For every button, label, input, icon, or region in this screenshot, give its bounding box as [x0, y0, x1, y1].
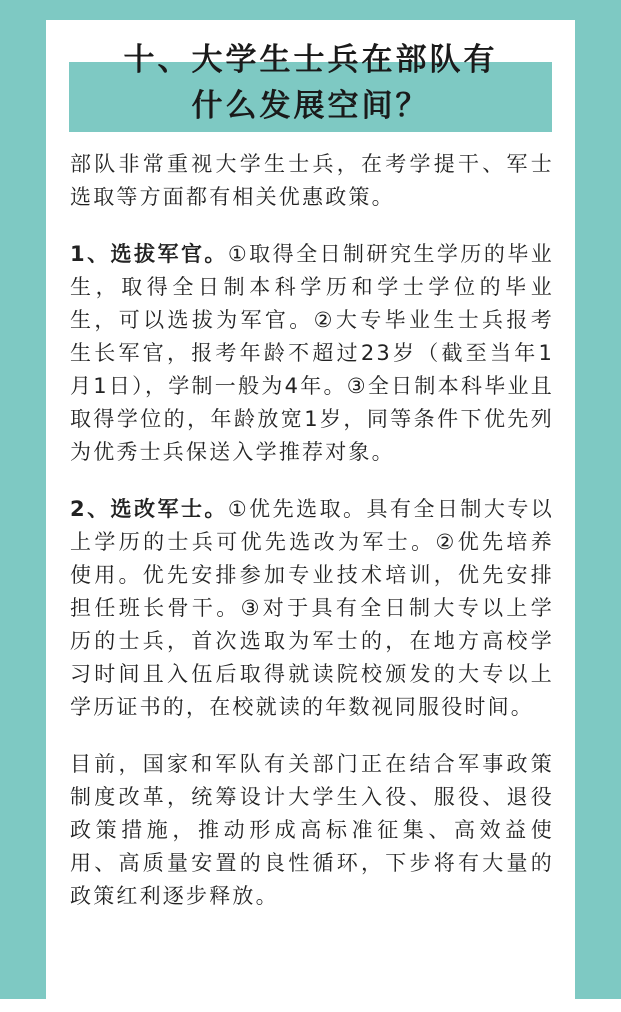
- background-band-right: [575, 0, 621, 999]
- intro-paragraph: 部队非常重视大学生士兵，在考学提干、军士选取等方面都有相关优惠政策。: [70, 152, 554, 209]
- section-officer-selection: [70, 238, 554, 469]
- section-officer-heading: 1、选拔军官。: [70, 242, 228, 266]
- article-body: [70, 148, 554, 937]
- background-band-top: [0, 0, 621, 20]
- conclusion-paragraph: 目前，国家和军队有关部门正在结合军事政策制度改革，统筹设计大学生入役、服役、退役政策措施，推动形成高标准征集、高效益使用、高质量安置的良性循环，下步将有大量的政策红利逐步释放。: [70, 752, 554, 908]
- section-nco-body: ①优先选取。具有全日制大专以上学历的士兵可优先选改为军士。②优先培养使用。优先安排参加专业技术培训，优先安排担任班长骨干。③对于具有全日制大专以上学历的士兵，首次选取为军士的，在地方高校学习时间且入伍后取得就读院校颁发的大专以上学历证书的，在校就读的年数视同服役时间。: [70, 497, 554, 719]
- section-nco-selection: [70, 493, 554, 724]
- background-band-left: [0, 0, 46, 999]
- title-line-1: 十、大学生士兵在部队有: [123, 42, 498, 78]
- section-nco-heading: 2、选改军士。: [70, 497, 228, 521]
- title-line-2: 什么发展空间？: [191, 88, 430, 124]
- section-officer-body: ①取得全日制研究生学历的毕业生，取得全日制本科学历和学士学位的毕业生，可以选拔为军官。②大专毕业生士兵报考生长军官，报考年龄不超过23岁（截至当年1月1日），学制一般为4年。③全日制本科毕业且取得学位的，年龄放宽1岁，同等条件下优先列为优秀士兵保送入学推荐对象。: [70, 242, 554, 464]
- content-card: [46, 22, 575, 1012]
